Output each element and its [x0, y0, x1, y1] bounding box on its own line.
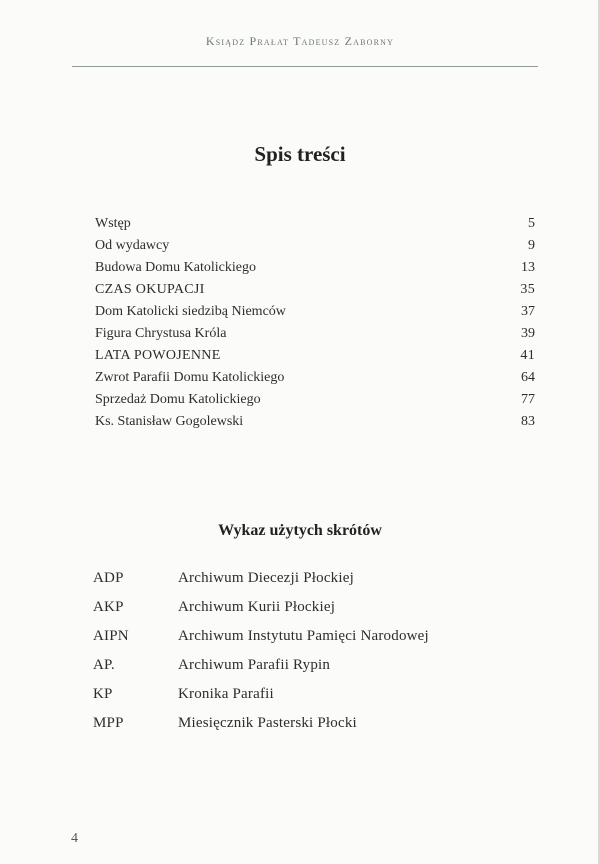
- toc-entry-page: 13: [521, 260, 535, 275]
- toc-entry-page: 39: [521, 326, 535, 341]
- abbreviation-meaning: Archiwum Instytutu Pamięci Narodowej: [178, 628, 429, 644]
- toc-entry: [95, 232, 535, 254]
- header-rule: [72, 66, 538, 67]
- abbreviation-code: AIPN: [93, 628, 129, 644]
- toc-entry-label: Budowa Domu Katolickiego: [95, 260, 256, 275]
- toc-entry-label: Ks. Stanisław Gogolewski: [95, 414, 244, 429]
- abbreviation-meaning: Archiwum Kurii Płockiej: [178, 599, 336, 615]
- toc-title: Spis treści: [254, 142, 346, 166]
- abbreviations-list: [93, 558, 533, 732]
- abbreviation-meaning: Archiwum Parafii Rypin: [178, 657, 331, 673]
- toc-entry-label: Wstęp: [95, 216, 131, 231]
- abbreviation-meaning: Miesięcznik Pasterski Płocki: [178, 715, 357, 731]
- toc-entry-label: Dom Katolicki siedzibą Niemców: [95, 304, 286, 319]
- toc-entry-page: 64: [521, 370, 535, 385]
- toc-entry-page: 77: [521, 392, 535, 407]
- abbreviation-entry: [93, 703, 533, 732]
- page-number: 4: [71, 831, 78, 846]
- toc-entry-page: 41: [520, 348, 535, 363]
- abbreviation-code: KP: [93, 686, 113, 702]
- toc-entry-label: Sprzedaż Domu Katolickiego: [95, 392, 261, 407]
- abbreviation-entry: [93, 616, 533, 645]
- abbreviation-code: MPP: [93, 715, 124, 731]
- abbreviation-entry: [93, 645, 533, 674]
- toc-entry-label: Figura Chrystusa Króla: [95, 326, 227, 341]
- toc-entry-page: 83: [521, 414, 535, 429]
- abbreviation-code: AKP: [93, 599, 124, 615]
- abbreviation-entry: [93, 674, 533, 703]
- toc-entry: [95, 276, 535, 298]
- abbreviation-entry: [93, 558, 533, 587]
- abbreviation-meaning: Kronika Parafii: [178, 686, 274, 702]
- toc-entry-page: 35: [520, 282, 535, 297]
- abbreviation-entry: [93, 587, 533, 616]
- toc-entry-label: Od wydawcy: [95, 238, 170, 253]
- abbreviation-code: ADP: [93, 570, 124, 586]
- toc-entry-page: 9: [528, 238, 535, 253]
- toc-entry-label: CZAS OKUPACJI: [95, 282, 205, 297]
- running-header: Ksiądz Prałat Tadeusz Zaborny: [205, 34, 395, 48]
- toc-entry-label: LATA POWOJENNE: [95, 348, 221, 363]
- toc-entry-page: 5: [528, 216, 535, 231]
- toc-entry-label: Zwrot Parafii Domu Katolickiego: [95, 370, 285, 385]
- abbreviation-code: AP.: [93, 657, 115, 673]
- toc-entry: [95, 364, 535, 386]
- toc-entry: [95, 320, 535, 342]
- abbreviation-meaning: Archiwum Diecezji Płockiej: [178, 570, 354, 586]
- toc-entry: [95, 342, 535, 364]
- toc-entry: [95, 408, 535, 430]
- toc-entry: [95, 254, 535, 276]
- toc-entry-page: 37: [521, 304, 535, 319]
- toc-list: [95, 210, 535, 430]
- toc-entry: [95, 386, 535, 408]
- abbreviations-title: Wykaz użytych skrótów: [218, 522, 382, 539]
- toc-entry: [95, 298, 535, 320]
- toc-entry: [95, 210, 535, 232]
